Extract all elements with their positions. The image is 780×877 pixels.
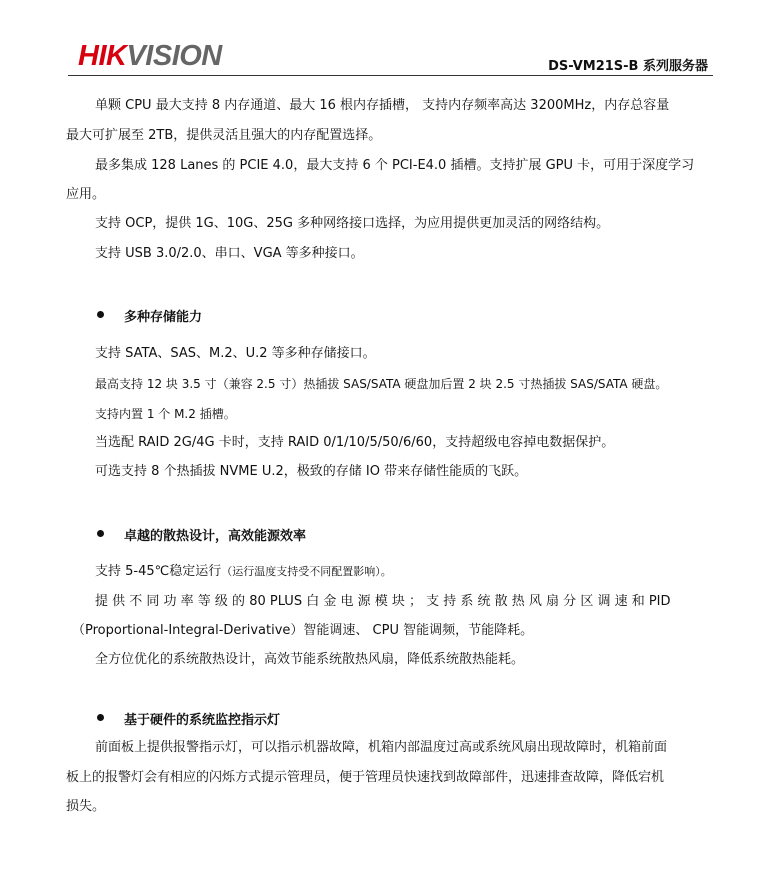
intro-p4: 支持 USB 3.0/2.0、串口、VGA 等多种接口。 <box>95 246 364 261</box>
storage-line2: 最高支持 12 块 3.5 寸（兼容 2.5 寸）热插拔 SAS/SATA 硬盘加后置 2 块 2.5 寸热插拔 SAS/SATA 硬盘。 <box>95 377 668 391</box>
intro-p1-line1: 单颗 CPU 最大支持 8 内存通道、最大 16 根内存插槽， 支持内存频率高达 3200MHz，内存总容量 <box>95 98 670 113</box>
intro-p3: 支持 OCP，提供 1G、10G、25G 多种网络接口选择，为应用提供更加灵活的网络结构。 <box>95 216 610 231</box>
monitor-section-title: 基于硬件的系统监控指示灯 <box>124 713 281 728</box>
storage-section-title: 多种存储能力 <box>124 310 203 325</box>
cooling-section-title: 卓越的散热设计，高效能源效率 <box>124 529 307 544</box>
monitor-line2: 板上的报警灯会有相应的闪烁方式提示管理员，便于管理员快速找到故障部件，迅速排查故障，降低宕机 <box>66 770 665 785</box>
storage-line5: 可选支持 8 个热插拔 NVME U.2，极致的存储 IO 带来存储性能质的飞跃。 <box>95 464 528 479</box>
cooling-line4: 全方位优化的系统散热设计，高效节能系统散热风扇，降低系统散热能耗。 <box>95 652 525 667</box>
intro-p2-line2: 应用。 <box>66 187 106 202</box>
intro-p1-line2: 最大可扩展至 2TB，提供灵活且强大的内存配置选择。 <box>66 128 382 143</box>
cooling-line3: （Proportional-Integral-Derivative）智能调速、 CPU 智能调频，节能降耗。 <box>72 623 534 638</box>
header-divider <box>68 75 713 76</box>
cooling-line1: 支持 5-45℃稳定运行（运行温度支持受不同配置影响）。 <box>95 564 392 579</box>
bullet-icon <box>97 714 104 721</box>
storage-line1: 支持 SATA、SAS、M.2、U.2 等多种存储接口。 <box>95 346 376 361</box>
bullet-icon <box>97 530 104 537</box>
storage-line3: 支持内置 1 个 M.2 插槽。 <box>95 407 236 421</box>
monitor-line1: 前面板上提供报警指示灯，可以指示机器故障，机箱内部温度过高或系统风扇出现故障时，机箱前面 <box>95 740 668 755</box>
intro-p2-line1: 最多集成 128 Lanes 的 PCIE 4.0，最大支持 6 个 PCI-E4.0 插槽。支持扩展 GPU 卡，可用于深度学习 <box>95 158 695 173</box>
storage-line4: 当选配 RAID 2G/4G 卡时，支持 RAID 0/1/10/5/50/6/60，支持超级电容掉电数据保护。 <box>95 435 615 450</box>
monitor-line3: 损失。 <box>66 799 106 814</box>
cooling-line2: 提 供 不 同 功 率 等 级 的 80 PLUS 白 金 电 源 模 块 ； 支 持 系 统 散 热 风 扇 分 区 调 速 和 PID <box>95 594 671 609</box>
page-header <box>0 0 780 80</box>
model-title: DS-VM21S-B 系列服务器 <box>548 59 708 74</box>
hikvision-logo: HIKVISION <box>78 40 222 72</box>
bullet-icon <box>97 311 104 318</box>
